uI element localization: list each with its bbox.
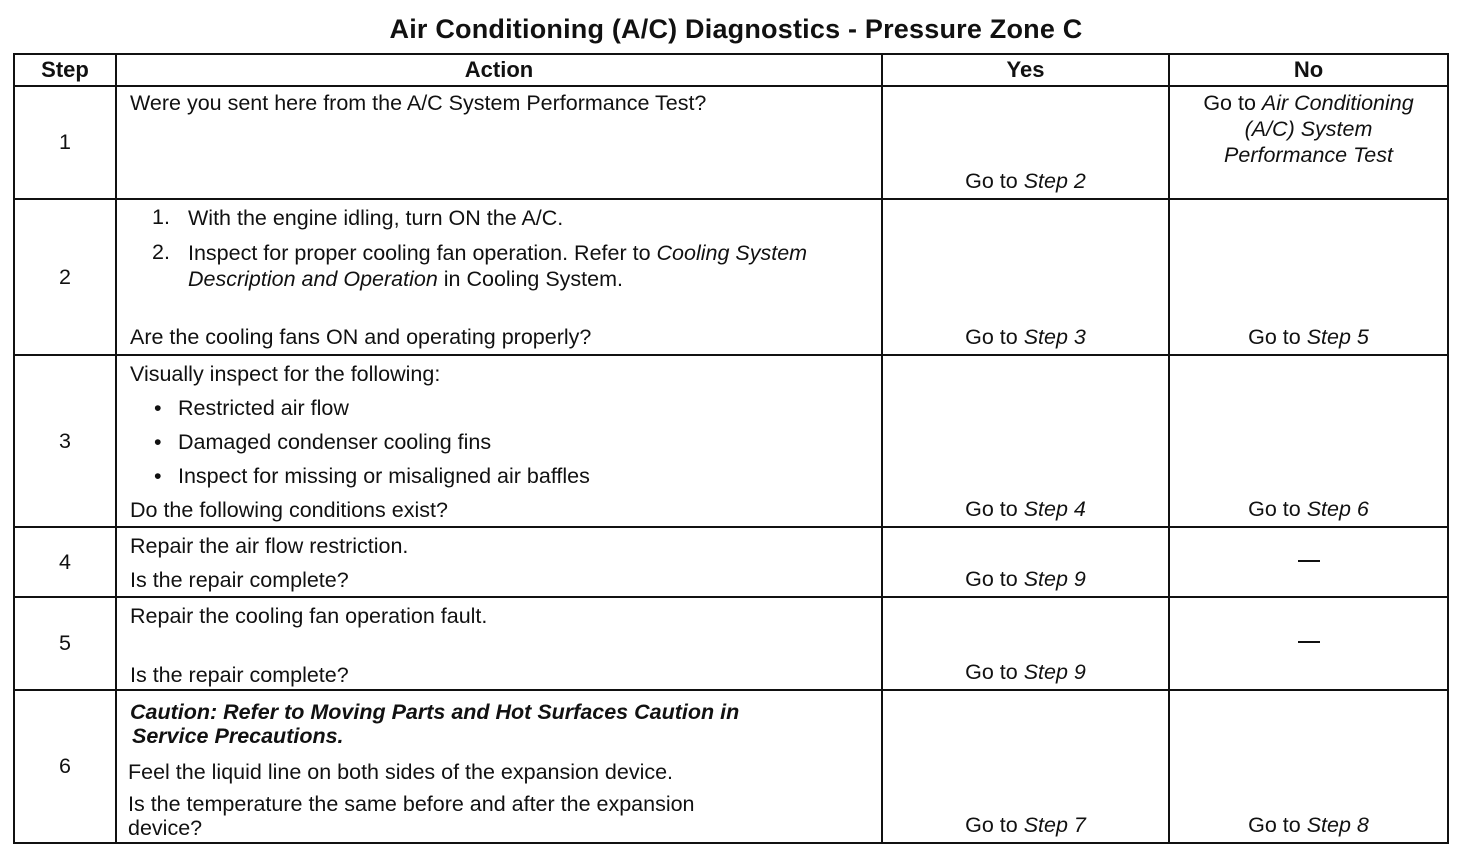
- caution-line: Caution: Refer to Moving Parts and Hot Surfaces Caution in: [130, 700, 740, 724]
- no-cell: [1169, 527, 1448, 597]
- step-number: 3: [14, 355, 116, 527]
- table-row: [14, 690, 1448, 843]
- step-number: 4: [14, 527, 116, 597]
- yes-prefix: Go to: [965, 813, 1018, 837]
- bullet-text: Restricted air flow: [178, 396, 349, 420]
- bullet-icon: •: [154, 464, 162, 488]
- yes-cell: [882, 527, 1169, 597]
- bullet-item: [154, 430, 491, 455]
- no-prefix: Go to: [1248, 325, 1301, 349]
- yes-cell: [882, 355, 1169, 527]
- yes-prefix: Go to: [965, 325, 1018, 349]
- yes-step-link[interactable]: Step 2: [1023, 169, 1086, 193]
- yes-prefix: Go to: [965, 169, 1018, 193]
- yes-cell: [882, 86, 1169, 199]
- yes-prefix: Go to: [965, 497, 1018, 521]
- no-prefix: Go to: [1203, 91, 1256, 115]
- diagnostic-table: [13, 53, 1449, 844]
- item-number: 2.: [152, 240, 170, 264]
- yes-step-link[interactable]: Step 9: [1023, 567, 1086, 591]
- no-dash: [1298, 560, 1320, 562]
- table-row: [14, 527, 1448, 597]
- step-number: 2: [14, 199, 116, 355]
- header-action: Action: [116, 54, 882, 86]
- step-number: 5: [14, 597, 116, 690]
- action-text: Repair the air flow restriction.: [130, 534, 409, 558]
- header-no: No: [1169, 54, 1448, 86]
- step-number: 6: [14, 690, 116, 843]
- no-target-link[interactable]: Air Conditioning: [1261, 91, 1414, 115]
- bullet-icon: •: [154, 430, 162, 454]
- action-text: Feel the liquid line on both sides of the expansion device.: [128, 760, 674, 784]
- bullet-text: Damaged condenser cooling fins: [178, 430, 492, 454]
- table-row: [14, 355, 1448, 527]
- item-text: in Cooling System.: [437, 267, 623, 291]
- item-text: With the engine idling, turn ON the A/C.: [188, 206, 564, 230]
- yes-prefix: Go to: [965, 660, 1018, 684]
- yes-cell: [882, 199, 1169, 355]
- header-step: Step: [14, 54, 116, 86]
- no-prefix: Go to: [1248, 497, 1301, 521]
- no-dash: [1298, 641, 1320, 643]
- item-number: 1.: [152, 205, 170, 229]
- question-line: Is the temperature the same before and after the expansion: [128, 792, 695, 816]
- yes-cell: [882, 690, 1169, 843]
- bullet-item: [154, 464, 590, 489]
- no-cell: [1169, 199, 1448, 355]
- question-text: [128, 792, 695, 840]
- yes-step-link[interactable]: Step 4: [1023, 497, 1086, 521]
- header-yes: Yes: [882, 54, 1169, 86]
- yes-step-link[interactable]: Step 9: [1023, 660, 1086, 684]
- bullet-icon: •: [154, 396, 162, 420]
- action-cell: [116, 690, 882, 843]
- action-cell: [116, 199, 882, 355]
- yes-step-link[interactable]: Step 3: [1023, 325, 1086, 349]
- no-cell: [1169, 597, 1448, 690]
- step-number: 1: [14, 86, 116, 199]
- item-text-wrapper: [188, 240, 868, 292]
- reference-link[interactable]: Cooling System Description and Operation: [188, 241, 808, 291]
- no-target-link[interactable]: (A/C) System: [1244, 117, 1373, 141]
- no-cell: [1169, 355, 1448, 527]
- caution-line: Service Precautions.: [132, 724, 344, 748]
- question-text: Do the following conditions exist?: [130, 498, 448, 522]
- header-row: [14, 54, 1448, 86]
- action-cell: [116, 355, 882, 527]
- question-text: Are the cooling fans ON and operating properly?: [130, 325, 592, 349]
- action-cell: [116, 527, 882, 597]
- table-row: [14, 597, 1448, 690]
- question-line: device?: [128, 816, 203, 840]
- table-row: [14, 199, 1448, 355]
- no-cell: [1169, 690, 1448, 843]
- question-text: Is the repair complete?: [130, 568, 349, 592]
- bullet-text: Inspect for missing or misaligned air baffles: [178, 464, 590, 488]
- page-title: Air Conditioning (A/C) Diagnostics - Pressure Zone C: [389, 14, 1083, 44]
- question-text: Were you sent here from the A/C System Performance Test?: [130, 91, 707, 115]
- action-cell: [116, 86, 882, 199]
- bullet-item: [154, 396, 349, 421]
- no-prefix: Go to: [1248, 813, 1301, 837]
- item-text: Inspect for proper cooling fan operation. Refer to: [188, 241, 657, 265]
- no-step-link[interactable]: Step 5: [1306, 325, 1369, 349]
- action-cell: [116, 597, 882, 690]
- caution-text: [130, 700, 890, 748]
- no-cell: [1169, 86, 1448, 199]
- yes-cell: [882, 597, 1169, 690]
- yes-step-link[interactable]: Step 7: [1023, 813, 1086, 837]
- intro-text: Visually inspect for the following:: [130, 362, 441, 386]
- table-row: [14, 86, 1448, 199]
- question-text: Is the repair complete?: [130, 663, 349, 687]
- yes-prefix: Go to: [965, 567, 1018, 591]
- no-step-link[interactable]: Step 6: [1306, 497, 1369, 521]
- no-target-link[interactable]: Performance Test: [1224, 143, 1393, 167]
- action-text: Repair the cooling fan operation fault.: [130, 604, 488, 628]
- no-step-link[interactable]: Step 8: [1306, 813, 1369, 837]
